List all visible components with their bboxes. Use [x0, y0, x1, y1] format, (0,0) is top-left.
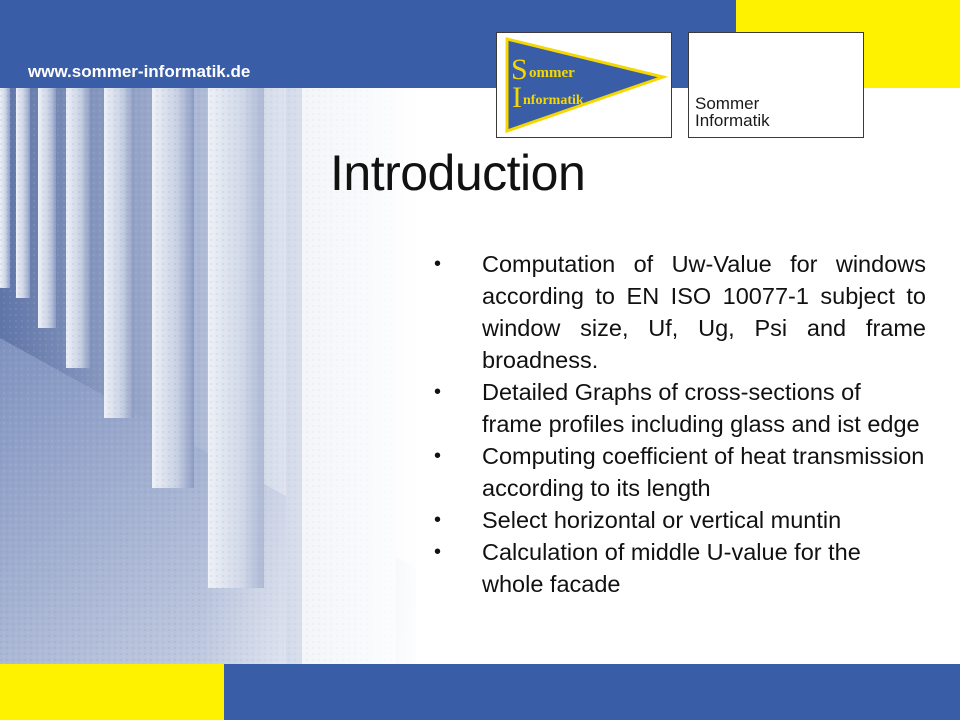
sommer-informatik-text-logo [688, 32, 864, 138]
pennant-initial-s: S [511, 53, 528, 86]
pennant-word-ommer: ommer [529, 65, 575, 81]
sommer-informatik-pennant-logo [496, 32, 672, 138]
bullet-list [428, 248, 926, 600]
bullet-text: Detailed Graphs of cross-sections of frame profiles including glass and ist edge [482, 379, 920, 437]
text-logo-words [695, 95, 770, 129]
bullet-text: Computation of Uw-Value for windows according to EN ISO 10077-1 subject to window size, Uf, Ug, Psi and frame broadness. [482, 251, 926, 373]
list-item [428, 248, 926, 376]
pennant-initial-i: I [512, 81, 522, 114]
bottom-blue-band [224, 664, 960, 720]
list-item [428, 376, 926, 440]
list-item [428, 504, 926, 536]
bullet-dot: • [434, 445, 442, 467]
bullet-text: Calculation of middle U-value for the whole facade [482, 539, 861, 597]
website-url[interactable]: www.sommer-informatik.de [28, 62, 251, 81]
list-item [428, 536, 926, 600]
bullet-dot: • [434, 381, 442, 403]
bottom-yellow-band [0, 664, 224, 720]
text-logo-line-1: Sommer [695, 94, 760, 113]
bullet-dot: • [434, 541, 442, 563]
text-logo-line-2: Informatik [695, 111, 770, 130]
bullet-text: Computing coefficient of heat transmission according to its length [482, 443, 925, 501]
slide-title: Introduction [330, 145, 586, 201]
list-item [428, 440, 926, 504]
bullet-dot: • [434, 253, 442, 275]
pennant-word-nformatik: nformatik [523, 93, 584, 108]
bullet-text: Select horizontal or vertical muntin [482, 507, 842, 533]
bullet-dot: • [434, 509, 442, 531]
